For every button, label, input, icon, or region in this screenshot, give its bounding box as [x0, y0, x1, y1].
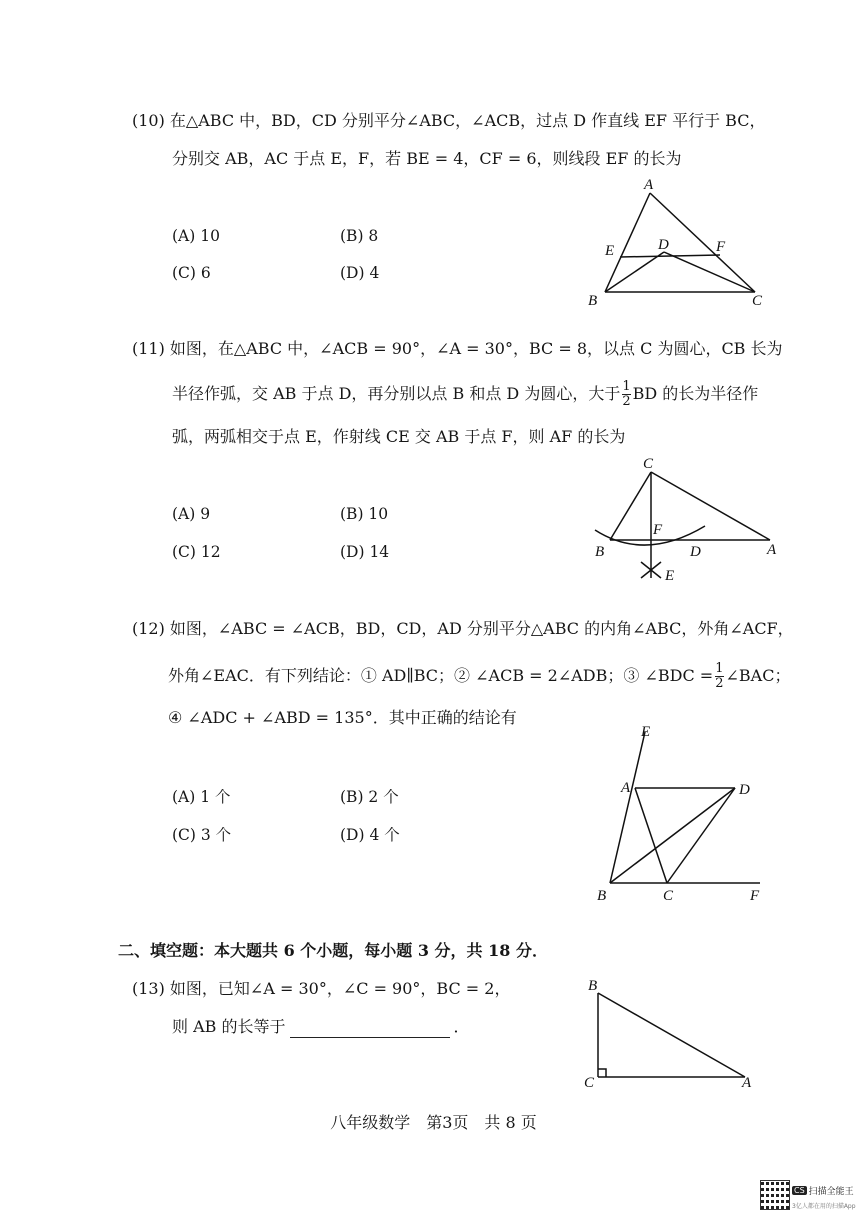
q12-frac-num: 1 — [715, 661, 724, 676]
q11-label-b: B — [595, 544, 605, 560]
q13-line1: (13) 如图，已知∠A = 30°，∠C = 90°，BC = 2， — [132, 979, 511, 998]
q12-line1: (12) 如图，∠ABC = ∠ACB，BD，CD，AD 分别平分△ABC 的内角∠ABC，外角∠ACF， — [132, 619, 794, 638]
scanner-subtitle: 3亿人都在用的扫描App — [792, 1203, 856, 1210]
q10-option-c: (C) 6 — [172, 264, 211, 282]
q11-option-a: (A) 9 — [172, 505, 211, 523]
q11-figure — [585, 450, 790, 590]
q11-label-a: A — [767, 542, 777, 558]
q11-frac-den: 2 — [622, 394, 631, 409]
scanner-name: 扫描全能王 — [808, 1187, 854, 1197]
q13-line2-text-a: 则 AB 的长等于 — [172, 1017, 286, 1036]
q11-side-ca — [651, 472, 770, 540]
q10-option-b: (B) 8 — [340, 227, 379, 245]
q13-answer-blank — [290, 1021, 450, 1038]
q12-line2-text-a: 外角∠EAC．有下列结论：① AD∥BC；② ∠ACB = 2∠ADB；③ ∠BDC = — [168, 666, 714, 685]
q13-figure — [580, 975, 765, 1090]
q10-line2: 分别交 AB，AC 于点 E，F，若 BE = 4，CF = 6，则线段 EF 的长为 — [172, 149, 682, 168]
q13-side-ba — [598, 993, 745, 1077]
q11-label-d: D — [690, 544, 701, 560]
q13-label-b: B — [588, 978, 598, 994]
q11-fraction — [622, 380, 630, 409]
q10-option-d: (D) 4 — [340, 264, 380, 282]
scanner-logo: CS — [794, 1186, 805, 1195]
q10-label-f: F — [716, 239, 726, 255]
qr-code-icon — [760, 1180, 790, 1210]
q11-arc-center-c — [595, 526, 705, 545]
q11-line1: (11) 如图，在△ABC 中，∠ACB = 90°，∠A = 30°，BC = 8，以点 C 为圆心，CB 长为 — [132, 339, 783, 358]
q10-label-c: C — [752, 293, 763, 309]
q11-frac-num: 1 — [622, 379, 631, 394]
q13-right-angle-mark — [598, 1069, 606, 1077]
q12-line2-text-b: ∠BAC； — [725, 666, 791, 685]
q11-label-e: E — [665, 568, 675, 584]
q11-side-cb — [610, 472, 651, 540]
section-2-heading: 二、填空题：本大题共 6 个小题，每小题 3 分，共 18 分． — [118, 941, 548, 960]
q12-label-a: A — [621, 780, 631, 796]
q11-line3: 弧，两弧相交于点 E，作射线 CE 交 AB 于点 F，则 AF 的长为 — [172, 427, 626, 446]
q10-label-a: A — [644, 177, 654, 193]
q10-line1: (10) 在△ABC 中，BD，CD 分别平分∠ABC，∠ACB，过点 D 作直线 EF 平行于 BC， — [132, 111, 766, 130]
q12-label-b: B — [597, 888, 607, 904]
q13-line2 — [172, 1016, 470, 1038]
q12-label-d: D — [739, 782, 750, 798]
q11-option-c: (C) 12 — [172, 543, 221, 561]
page-footer: 八年级数学 第3页 共 8 页 — [330, 1113, 537, 1132]
q11-label-f: F — [653, 522, 663, 538]
q12-label-c: C — [663, 888, 674, 904]
q10-figure — [580, 175, 780, 310]
q12-line2 — [168, 662, 790, 691]
q12-option-d: (D) 4 个 — [340, 826, 400, 844]
q11-label-c: C — [643, 456, 654, 472]
q13-label-a: A — [742, 1075, 752, 1090]
scanner-badge — [792, 1180, 856, 1210]
q12-option-c: (C) 3 个 — [172, 826, 232, 844]
q10-segment-cd — [664, 252, 755, 292]
q13-line2-text-b: ． — [453, 1017, 470, 1036]
q11-option-d: (D) 14 — [340, 543, 390, 561]
q12-line3: ④ ∠ADC + ∠ABD = 135°．其中正确的结论有 — [168, 708, 517, 727]
q13-label-c: C — [584, 1075, 595, 1090]
q12-segment-cd — [667, 788, 735, 883]
q12-fraction — [715, 662, 723, 691]
q12-option-a: (A) 1 个 — [172, 788, 231, 806]
q12-frac-den: 2 — [715, 676, 724, 691]
q11-line2-text-a: 半径作弧，交 AB 于点 D，再分别以点 B 和点 D 为圆心，大于 — [172, 384, 621, 403]
q11-line2 — [172, 380, 758, 409]
q12-figure — [585, 720, 770, 910]
q10-option-a: (A) 10 — [172, 227, 220, 245]
q12-label-f: F — [750, 888, 760, 904]
q11-line2-text-b: BD 的长为半径作 — [632, 384, 759, 403]
q12-segment-ac — [635, 788, 667, 883]
q11-option-b: (B) 10 — [340, 505, 389, 523]
q10-label-b: B — [588, 293, 598, 309]
q10-label-d: D — [658, 237, 669, 253]
q10-label-e: E — [605, 243, 615, 259]
q12-label-e: E — [641, 724, 651, 740]
q12-option-b: (B) 2 个 — [340, 788, 399, 806]
